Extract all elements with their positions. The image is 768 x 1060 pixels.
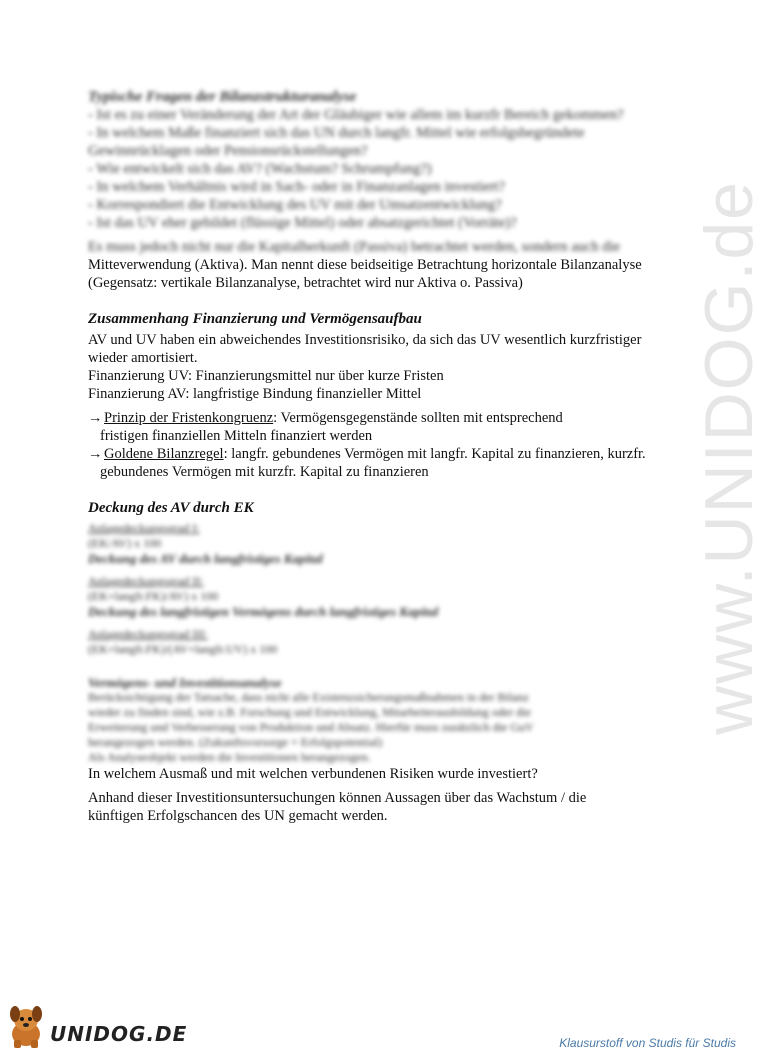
blurred-line: herangezogen werden. (Zukunftsvorsorge = Erfolgspotential) <box>88 735 383 749</box>
blurred-subheading: Deckung des langfristigen Vermögens durch langfristiges Kapital <box>88 604 439 619</box>
blurred-formula-label: Anlagedeckungsgrad II: <box>88 574 204 588</box>
term-description: : langfr. gebundenes Vermögen mit langfr. Kapital zu finanzieren, kurzfr. <box>223 446 646 462</box>
unidog-logo <box>4 1000 187 1050</box>
blurred-subheading: Deckung des AV durch langfristiges Kapital <box>88 551 323 566</box>
body-line: In welchem Ausmaß und mit welchen verbundenen Risiken wurde investiert? <box>88 766 538 782</box>
intro-line: Mitteverwendung (Aktiva). Man nennt diese beidseitige Betrachtung horizontale Bilanzanalyse <box>88 257 642 273</box>
blurred-formula: (EK/AV) x 100 <box>88 536 162 550</box>
document-page <box>88 88 708 825</box>
intro-line: (Gegensatz: vertikale Bilanzanalyse, betrachtet wird nur Aktiva o. Passiva) <box>88 275 523 291</box>
blurred-heading: Typische Fragen der Bilanzstrukturanalyse <box>88 89 357 105</box>
logo-text: UNIDOG.DE <box>50 1022 188 1046</box>
body-line: Finanzierung AV: langfristige Bindung finanzieller Mittel <box>88 386 422 402</box>
term-goldene-bilanzregel: Goldene Bilanzregel <box>104 446 224 462</box>
footer-tagline: Klausurstoff von Studis für Studis <box>559 1036 736 1050</box>
blurred-header-block <box>88 88 708 256</box>
blurred-formula: (EK+langfr.FK)/AV) x 100 <box>88 589 219 603</box>
dog-mascot-icon <box>4 1000 48 1050</box>
blurred-item: - Ist das UV eher gebildet (flüssige Mittel) oder absatzgerichtet (Vorräte)? <box>88 215 517 231</box>
blurred-item: - In welchem Maße finanziert sich das UN durch langfr. Mittel wie erfolgsbegründete <box>88 125 585 141</box>
blurred-formula-block <box>88 521 708 657</box>
arrow-item-goldene-bilanzregel <box>88 445 708 463</box>
blurred-paragraph-line: Es muss jedoch nicht nur die Kapitalherkunft (Passiva) betrachtet werden, sondern auch die <box>88 239 620 255</box>
term-fristenkongruenz: Prinzip der Fristenkongruenz <box>104 410 274 426</box>
watermark: www.UNIDOG.de <box>691 180 767 735</box>
body-line: künftigen Erfolgschancen des UN gemacht werden. <box>88 808 388 824</box>
body-line: Anhand dieser Investitionsuntersuchungen können Aussagen über das Wachstum / die <box>88 790 587 806</box>
blurred-item: - Ist es zu einer Veränderung der Art der Gläubiger wie allem im kurzfr Bereich gekommen? <box>88 107 624 123</box>
arrow-item-continuation: fristigen finanziellen Mitteln finanziert werden <box>100 428 373 444</box>
arrow-item-fristenkongruenz <box>88 409 708 427</box>
body-line: Finanzierung UV: Finanzierungsmittel nur über kurze Fristen <box>88 368 444 384</box>
blurred-analysis-block <box>88 675 708 765</box>
blurred-item: Gewinnrücklagen oder Pensionsrückstellungen? <box>88 143 368 159</box>
body-line: wieder amortisiert. <box>88 350 198 366</box>
body-line: AV und UV haben ein abweichendes Investitionsrisiko, da sich das UV wesentlich kurzfristiger <box>88 332 642 348</box>
blurred-heading: Vermögens- und Investitionsanalyse <box>88 675 282 690</box>
blurred-line: Als Analyseobjekt werden die Investitionen herangezogen. <box>88 750 371 764</box>
blurred-line: Erweiterung und Verbesserung von Produktion und Absatz. Hierfür muss zusätzlich die GuV <box>88 720 534 734</box>
blurred-formula: (EK+langfr.FK)/(AV+langfr.UV) x 100 <box>88 642 278 656</box>
blurred-formula-label: Anlagedeckungsgrad I: <box>88 521 200 535</box>
blurred-line: Berücksichtigung der Tatsache, dass nicht alle Existenzsicherungsmaßnahmen in der Bilanz <box>88 690 529 704</box>
section-heading: Zusammenhang Finanzierung und Vermögensaufbau <box>88 311 422 327</box>
blurred-item: - Korrespondiert die Entwicklung des UV mit der Umsatzentwicklung? <box>88 197 502 213</box>
arrow-right-icon: → <box>88 410 103 426</box>
arrow-item-continuation: gebundenes Vermögen mit kurzfr. Kapital zu finanzieren <box>100 464 429 480</box>
arrow-right-icon: → <box>88 446 103 462</box>
blurred-line: wieder zu finden sind, wie z.B. Forschung und Entwicklung, Mitarbeiterausbildung oder die <box>88 705 531 719</box>
section-heading: Deckung des AV durch EK <box>88 500 254 516</box>
blurred-item: - In welchem Verhältnis wird in Sach- oder in Finanzanlagen investiert? <box>88 179 505 195</box>
blurred-formula-label: Anlagedeckungsgrad III: <box>88 627 208 641</box>
term-description: : Vermögensgegenstände sollten mit entsprechend <box>273 410 563 426</box>
blurred-item: - Wie entwickelt sich das AV? (Wachstum? Schrumpfung?) <box>88 161 432 177</box>
